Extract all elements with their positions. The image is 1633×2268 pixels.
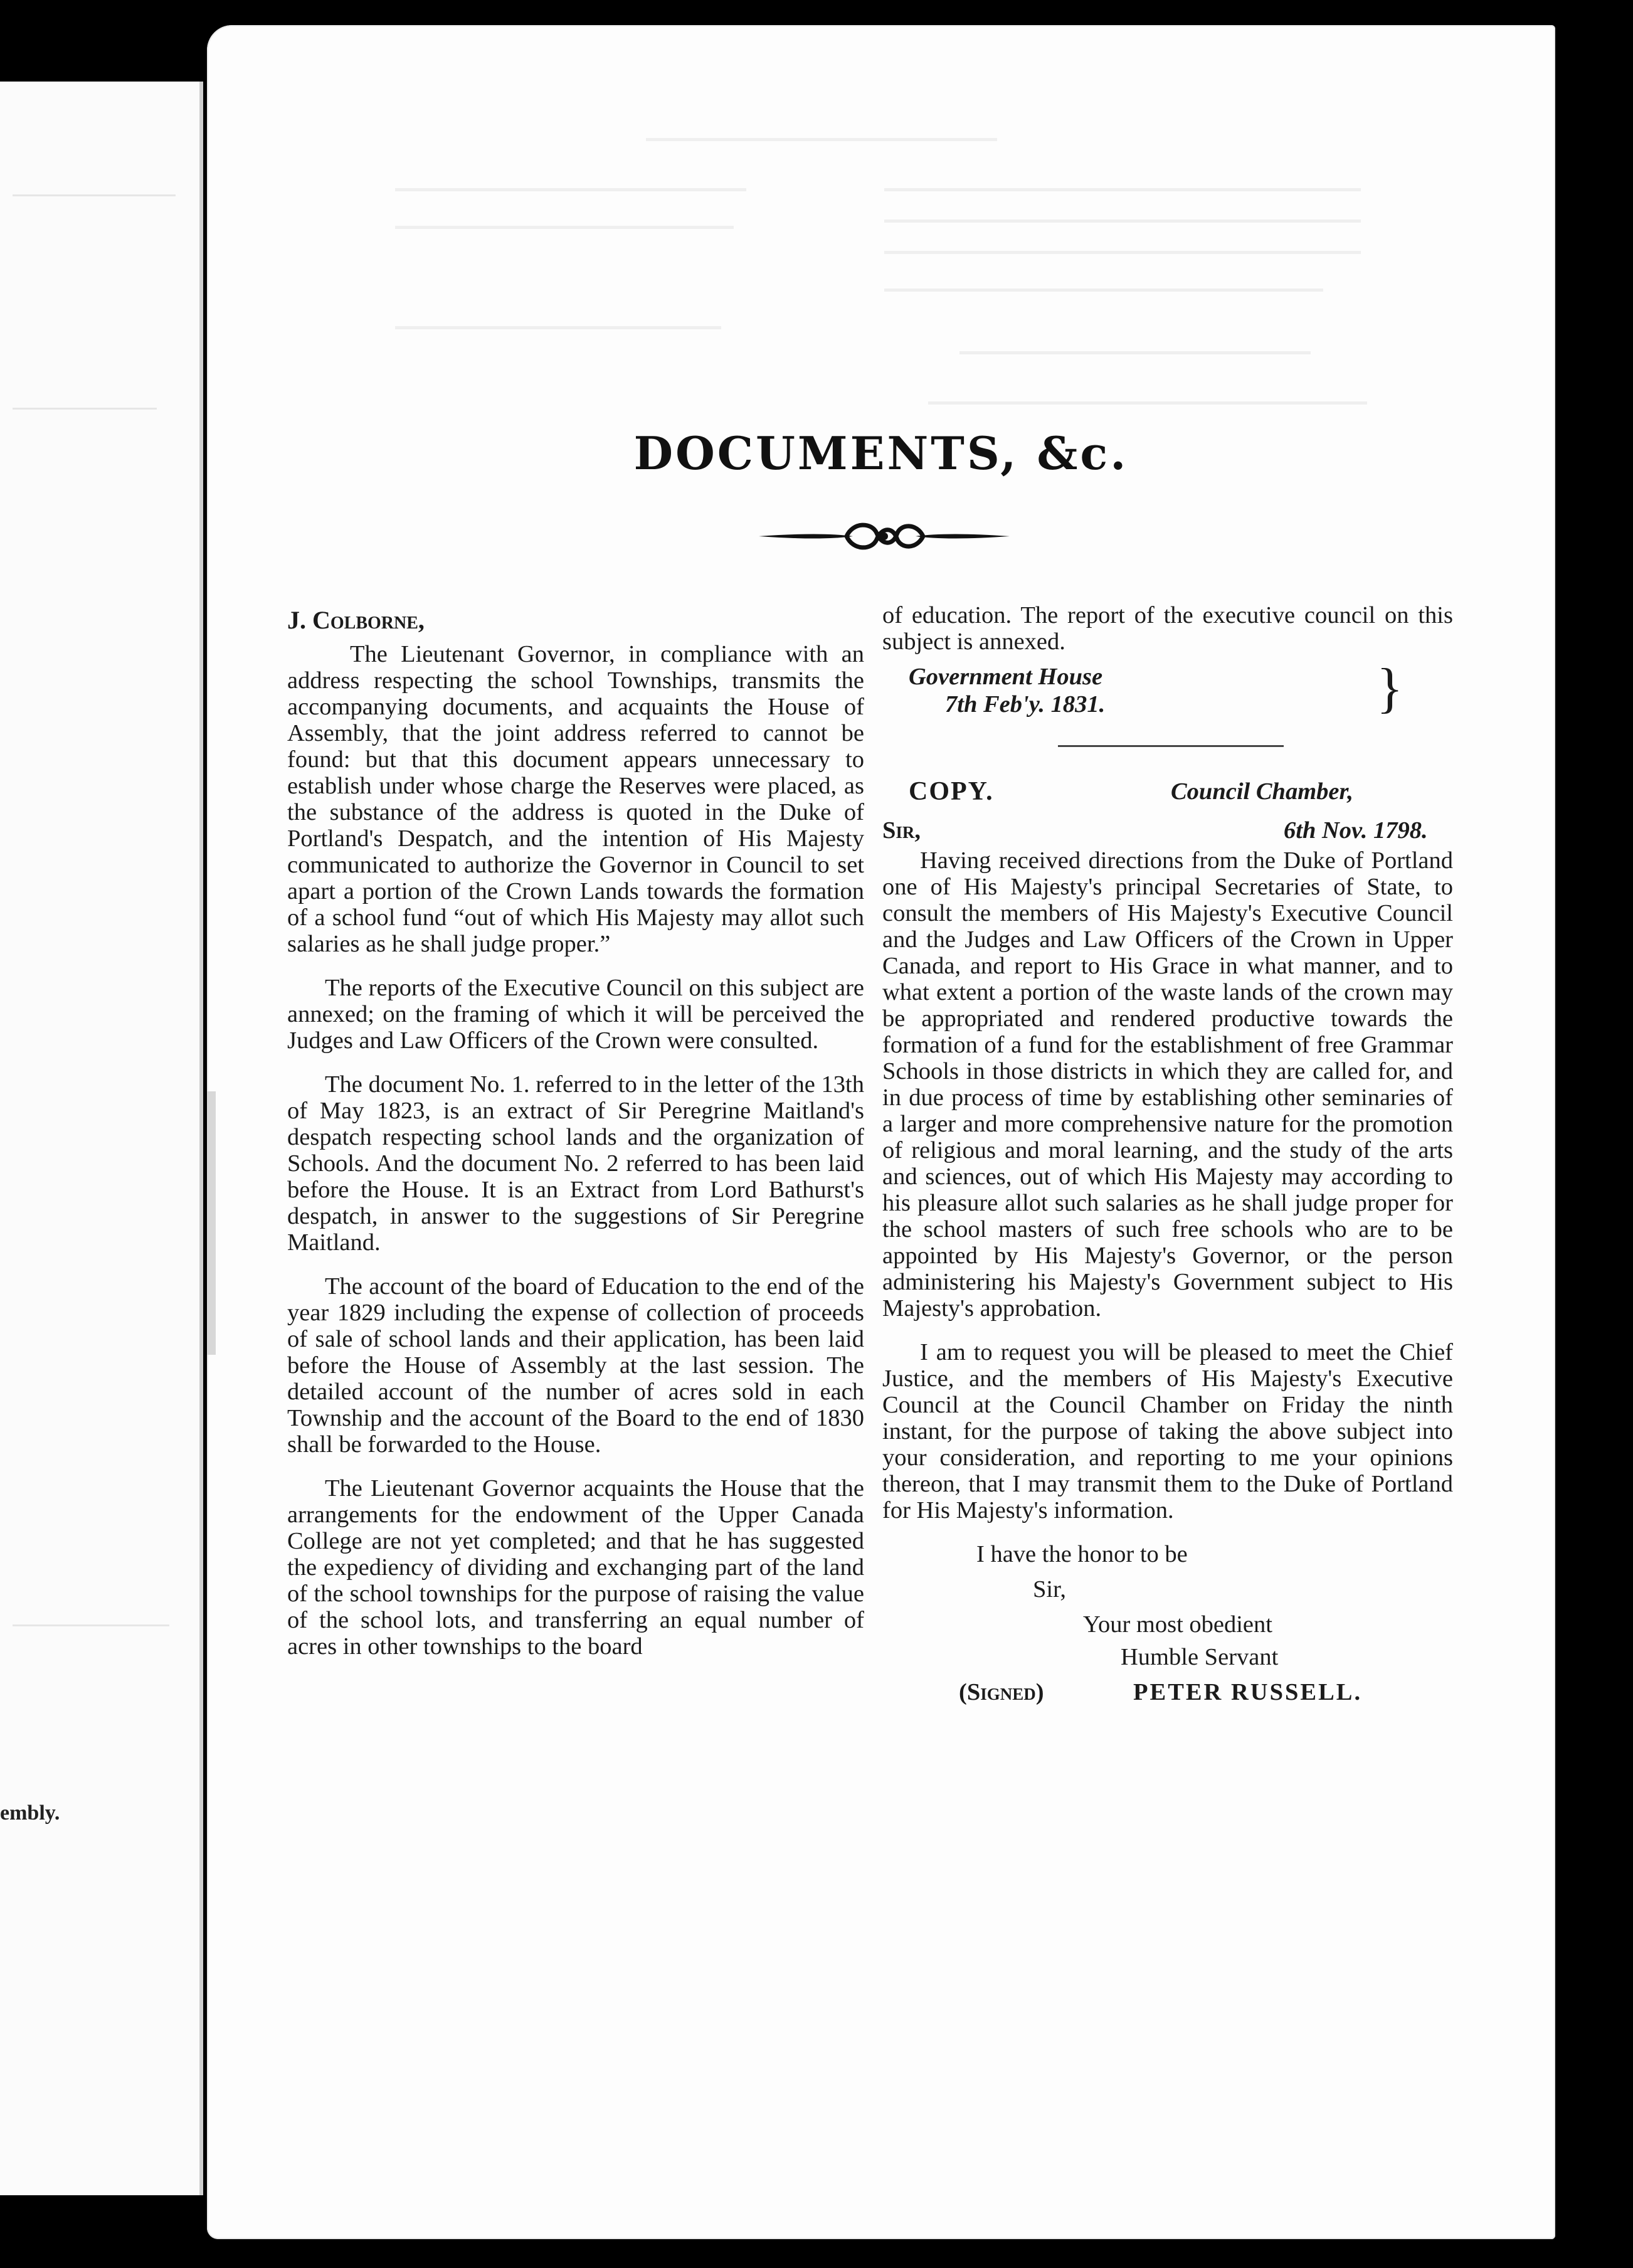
governor-name: J. Colborne, [287,606,425,634]
salutation: Sir, [882,817,921,844]
divider [1058,745,1284,747]
paragraph: The Lieutenant Governor acquaints the House that the arrangements for the endowment of the Upper Canada College are not yet completed; and that he has suggested the expediency of dividing and exchanging part of the land of the school townships for the purpose of raising the value of the school lots, and transferring an equal number of acres in other townships to the board [287,1475,864,1660]
paragraph: The Lieutenant Governor, in compliance with an address respecting the school Townships, transmits the accompanying documents, and acquaints the House of Assembly, that the joint address referred to cannot be found: but that this document appears unnecessary to establish under whose charge the Reserves were placed, as the substance of the address is quoted in the Duke of Portland's Despatch, and the intention of His Majesty communicated to authorize the Governor in Council to set apart a portion of the Crown Lands towards the formation of a school fund “out of which His Majesty may allot such salaries as he shall judge proper.” [287,641,864,957]
left-column [287,602,864,1677]
letter-closing [882,1541,1453,1704]
closing-line: Sir, [1033,1576,1067,1603]
paragraph: Having received directions from the Duke of Portland one of His Majesty's principal Secretaries of State, to consult the members of His Majesty's Executive Council and the Judges and Law Officers of the Crown in Upper Canada, and report to His Grace in what manner, and to what extent a portion of the waste lands of the crown may be appropriated and rendered productive towards the formation of a fund for the establishment of free Grammar Schools in those districts in which they are called for, and in due process of time by establishing other seminaries of a larger and more comprehensive nature for the promotion of religious and moral learning, and the study of the arts and sciences, out of which His Majesty may according to his pleasure allot such salaries as he shall judge proper for the school masters of such free schools who are to be appointed by His Majesty's Governor, or the person administering his Majesty's Government subject to His Majesty's approbation. [882,847,1453,1322]
closing-line: Your most obedient [1083,1611,1272,1638]
paragraph: The reports of the Executive Council on this subject are annexed; on the framing of which it will be perceived the Judges and Law Officers of the Crown were consulted. [287,975,864,1054]
page-title: DOCUMENTS, &c. [633,427,1129,480]
paragraph: I am to request you will be pleased to meet the Chief Justice, and the members of His Majesty's Executive Council at the Council Chamber on Friday the ninth instant, for the purpose of taking the above subject into your consideration, and reporting to me your opinions thereon, that I may transmit them to the Duke of Portland for His Majesty's information. [882,1339,1453,1523]
paragraph-continuation: of education. The report of the executive council on this subject is annexed. [882,602,1453,655]
dateline-block [882,657,1453,720]
signatory: PETER RUSSELL. [1133,1679,1363,1705]
left-page-edge-text: embly. [0,1801,60,1825]
letter-header [882,778,1453,847]
dateline-date: 7th Feb'y. 1831. [945,691,1106,718]
document-page [207,25,1555,2239]
torn-edge [207,1091,216,1355]
letter-place: Council Chamber, [1171,778,1353,805]
paragraph: The account of the board of Education to the end of the year 1829 including the expense of collection of proceeds of sale of school lands and their application, has been laid before the House of Assembly at the last session. The detailed account of the number of acres sold in each Township and the account of the Board to the end of 1830 shall be forwarded to the House. [287,1273,864,1458]
bleed-through-line [13,194,176,196]
brace-icon: } [1377,658,1403,719]
right-column [882,602,1453,1704]
dateline-place: Government House [909,664,1103,690]
left-facing-page [0,82,203,2195]
signed-label: (Signed) [959,1679,1044,1705]
letter-date: 6th Nov. 1798. [1284,817,1428,844]
paragraph: The document No. 1. referred to in the letter of the 13th of May 1823, is an extract of Sir Peregrine Maitland's despatch respecting school lands and the organization of Schools. And the document No. 2 referred to has been laid before the House. It is an Extract from Lord Bathurst's despatch, in answer to the suggestions of Sir Peregrine Maitland. [287,1071,864,1256]
bleed-through-line [13,408,157,410]
copy-label: COPY. [909,777,994,806]
ornamental-rule-icon [759,514,1010,558]
bleed-through-line [13,1624,169,1626]
closing-line: Humble Servant [1121,1644,1279,1670]
closing-line: I have the honor to be [976,1541,1188,1567]
